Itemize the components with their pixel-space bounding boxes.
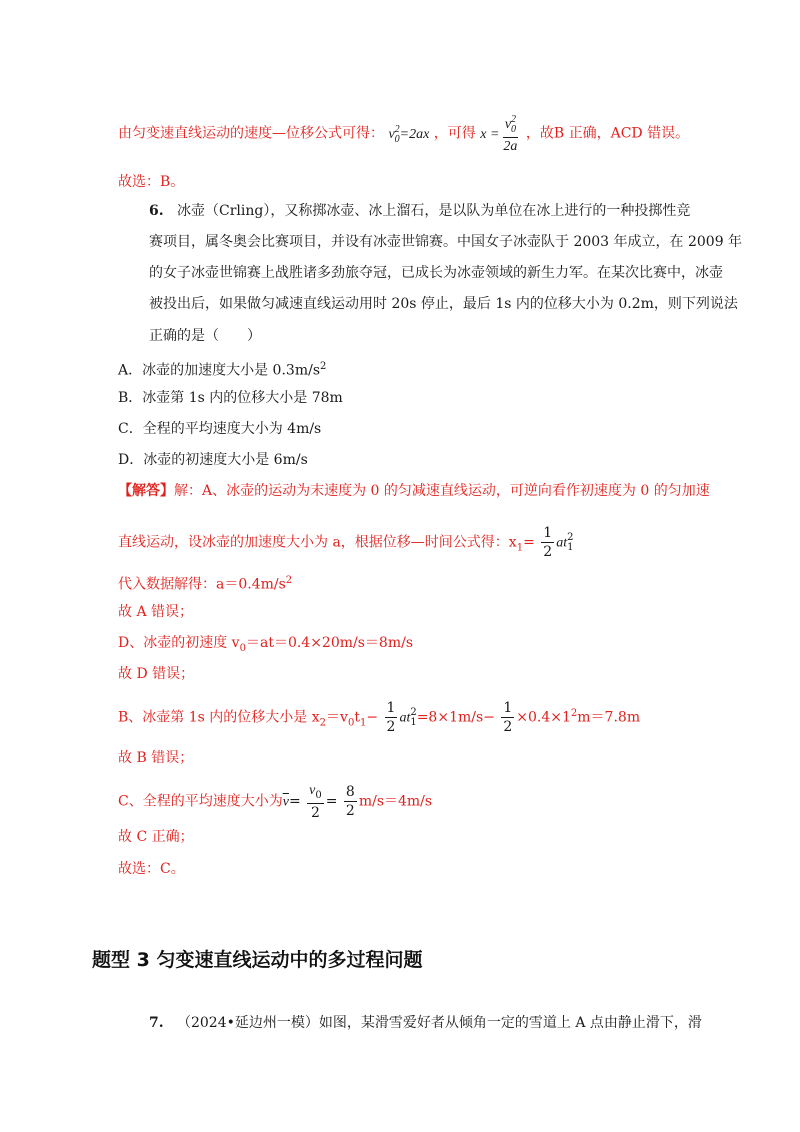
q7-number: 7. [149,1015,164,1031]
q6-stem-line-4: 被投出后，如果做匀减速直线运动用时 20s 停止，最后 1s 内的位移大小为 0.2m，则下列说法 [149,296,738,312]
answer-line-2: 直线运动，设冰壶的加速度大小为 a，根据位移—时间公式得：$x_1=$ $\frac{1}{2}$ at 2 1 [118,525,574,560]
q6-option-d: D．冰壶的初速度大小是 6m/s [118,452,308,468]
answer-line-4: 故 A 错误； [118,604,194,620]
answer-line-6: 故 D 错误； [118,666,195,682]
q6-stem-line-1: 6. 冰壶（Crling），又称掷冰壶、冰上溜石，是以队为单位在冰上进行的一种投掷性竞 [149,203,691,219]
q5-solution-line: 由匀变速直线运动的速度—位移公式可得： v 2 0 =2ax ，可得 x = v 2 0 2a ，故B 正确，ACD 错误。 [118,114,690,154]
answer-tag: 【解答】 [118,483,174,499]
answer-line-7: B、冰壶第 1s 内的位移大小是 $x_2=v_0t_1-$ $\frac{1}{2}$ at 2 1 =8×1m/s− $\frac{1}{2}$ $\times 0.4\times 1^2m=7.8m$ [118,700,641,736]
answer-line-9: C、全程的平均速度大小为$\overline{v}=$ $\frac{v_0}{2}$ = $\frac{8}{2}$ m/s＝4m/s [118,783,433,821]
answer-line-11: 故选：C。 [118,861,185,877]
answer-line-3: 代入数据解得：$a=0.4m/s^2$ [118,575,293,593]
formula-v0-squared: v 2 0 =2ax [388,123,430,145]
q6-stem-line-5: 正确的是（ ） [149,328,261,344]
q7-line-1: 7. （2024•延边州一模）如图，某滑雪爱好者从倾角一定的雪道上 A 点由静止滑下，滑 [149,1015,702,1031]
answer-line-10: 故 C 正确； [118,829,194,845]
q5-choice: 故选：B。 [118,174,185,190]
q6-option-c: C．全程的平均速度大小为 4m/s [118,421,322,437]
formula-x-fraction: x = v 2 0 2a [480,114,518,154]
answer-line-5: D、冰壶的初速度 $v_0=at=0.4\times 20m/s=8m/s$ [118,635,414,654]
q6-stem-line-3: 的女子冰壶世锦赛上战胜诸多劲旅夺冠，已成长为冰壶领域的新生力军。在某次比赛中，冰壶 [149,265,723,281]
q6-option-a: A．冰壶的加速度大小是 $0.3m/s^2$ [118,361,327,379]
section-heading: 题型 3 匀变速直线运动中的多过程问题 [92,949,423,971]
answer-line-1: 【解答】解：A、冰壶的运动为末速度为 0 的匀减速直线运动，可逆向看作初速度为 0 的匀加速 [118,483,710,499]
q6-option-b: B．冰壶第 1s 内的位移大小是 78m [118,390,343,406]
q6-number: 6. [149,203,164,219]
q6-stem-line-2: 赛项目，属冬奥会比赛项目，并设有冰壶世锦赛。中国女子冰壶队于 2003 年成立，在 2009 年 [149,234,743,250]
answer-line-8: 故 B 错误； [118,750,194,766]
